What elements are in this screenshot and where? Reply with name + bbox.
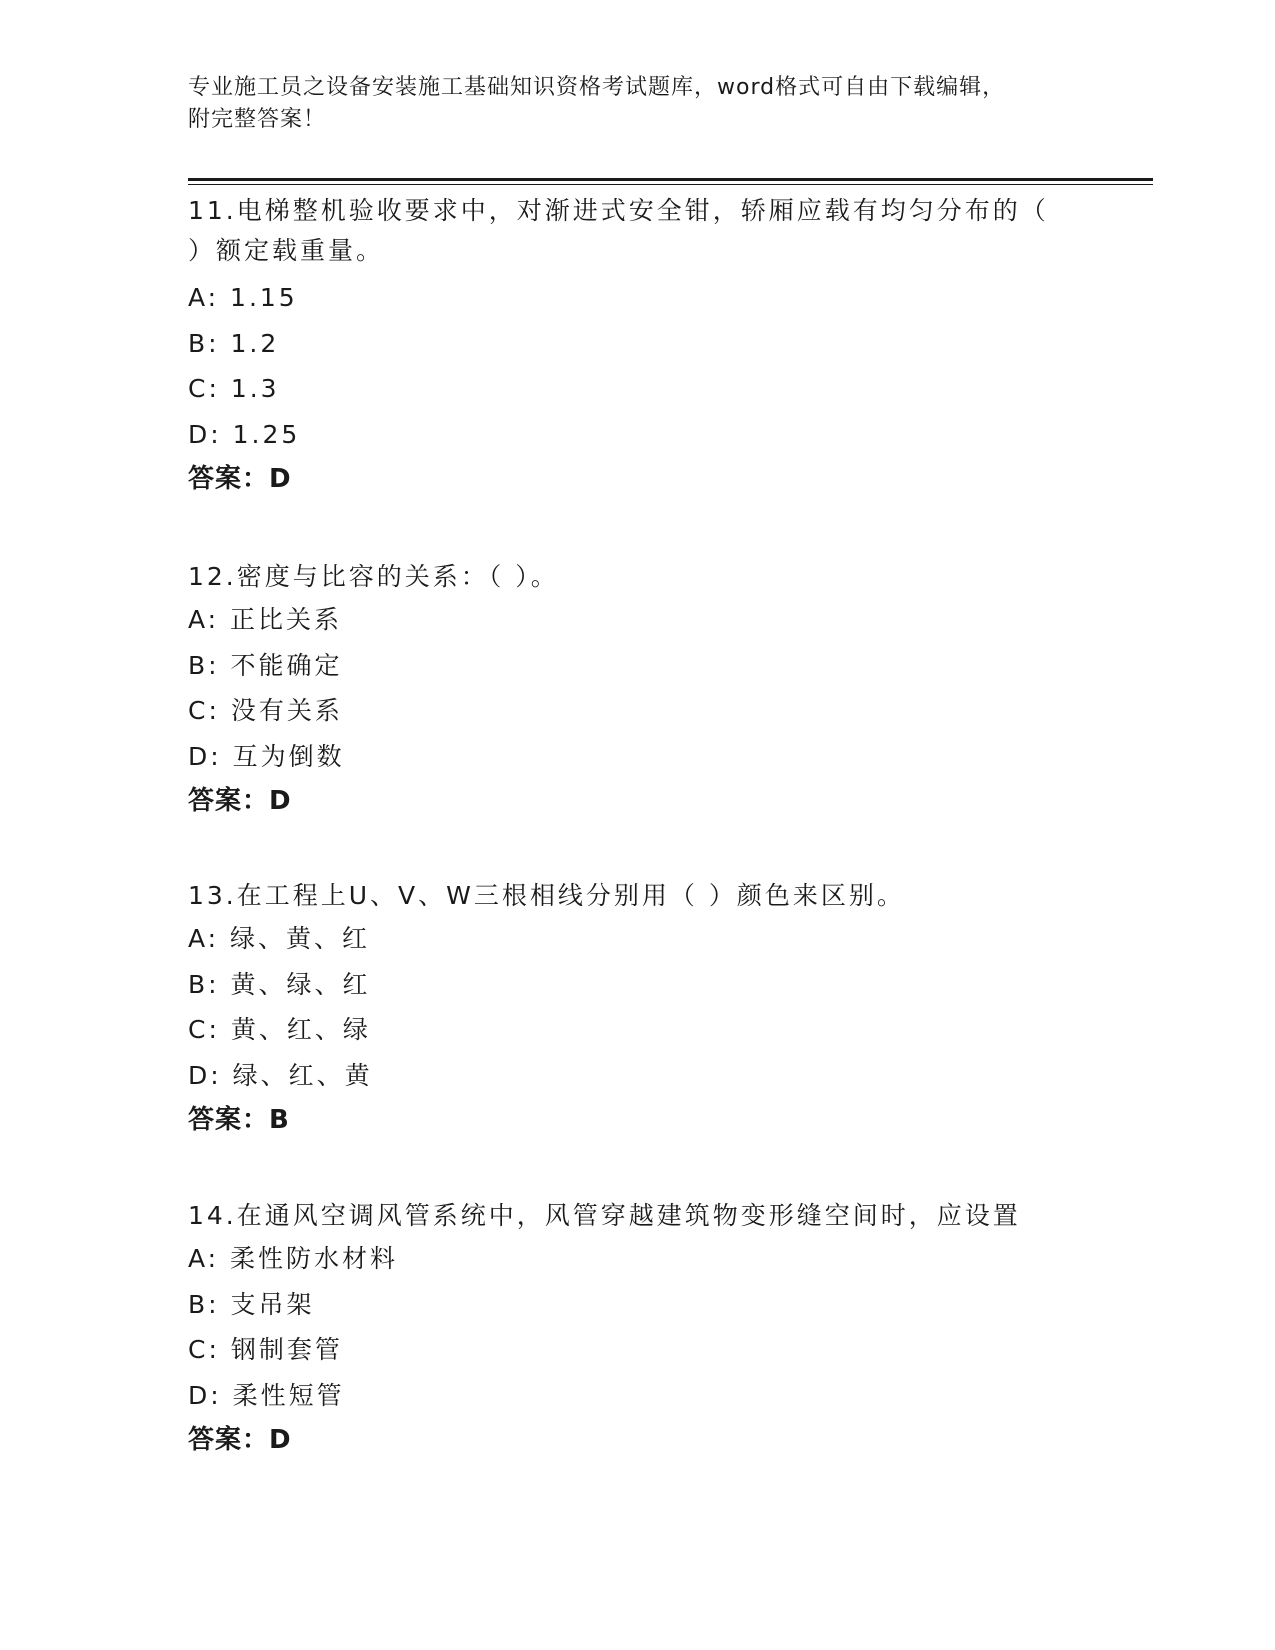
question-stem-line-2: ）额定载重量。 (188, 236, 385, 265)
question-stem-line-1: 11.电梯整机验收要求中，对渐进式安全钳，轿厢应载有均匀分布的（ (188, 196, 1049, 225)
question-12 (188, 557, 1088, 824)
option-c: C: 钢制套管 (188, 1335, 343, 1364)
question-14 (188, 1196, 1088, 1463)
option-c: C: 1.3 (188, 374, 280, 403)
question-stem (188, 1196, 1088, 1236)
answer: 答案：B (188, 1105, 290, 1135)
option-d: D: 柔性短管 (188, 1380, 345, 1410)
option-d: D: 绿、红、黄 (188, 1060, 373, 1090)
option-b: B: 不能确定 (188, 650, 343, 680)
option-a: A: 绿、黄、红 (188, 924, 371, 953)
header-line-2: 附完整答案！ (188, 107, 327, 132)
answer: 答案：D (188, 464, 292, 494)
question-stem (188, 557, 1088, 597)
option-c: C: 没有关系 (188, 696, 343, 725)
option-b: B: 1.2 (188, 328, 280, 358)
question-stem-line-1: 12.密度与比容的关系：（ ）。 (188, 562, 559, 591)
question-stem-line-1: 14.在通风空调风管系统中，风管穿越建筑物变形缝空间时，应设置 (188, 1201, 1021, 1230)
option-b: B: 黄、绿、红 (188, 969, 371, 999)
option-a: A: 正比关系 (188, 605, 343, 634)
question-13 (188, 876, 1088, 1143)
answer: 答案：D (188, 1425, 292, 1455)
question-stem (188, 876, 1088, 916)
header-divider-thin (188, 184, 1153, 185)
question-stem (188, 191, 1088, 271)
question-11 (188, 191, 1088, 502)
question-stem-line-1: 13.在工程上U、V、W三根相线分别用（ ）颜色来区别。 (188, 881, 905, 910)
header-divider-thick (188, 178, 1153, 181)
answer: 答案：D (188, 786, 292, 816)
header-line-1: 专业施工员之设备安装施工基础知识资格考试题库，word格式可自由下载编辑， (188, 75, 1006, 100)
option-c: C: 黄、红、绿 (188, 1015, 371, 1044)
option-a: A: 1.15 (188, 283, 298, 312)
option-d: D: 1.25 (188, 419, 301, 449)
option-a: A: 柔性防水材料 (188, 1244, 399, 1273)
option-d: D: 互为倒数 (188, 741, 345, 771)
option-b: B: 支吊架 (188, 1289, 315, 1319)
document-header (188, 72, 1088, 136)
